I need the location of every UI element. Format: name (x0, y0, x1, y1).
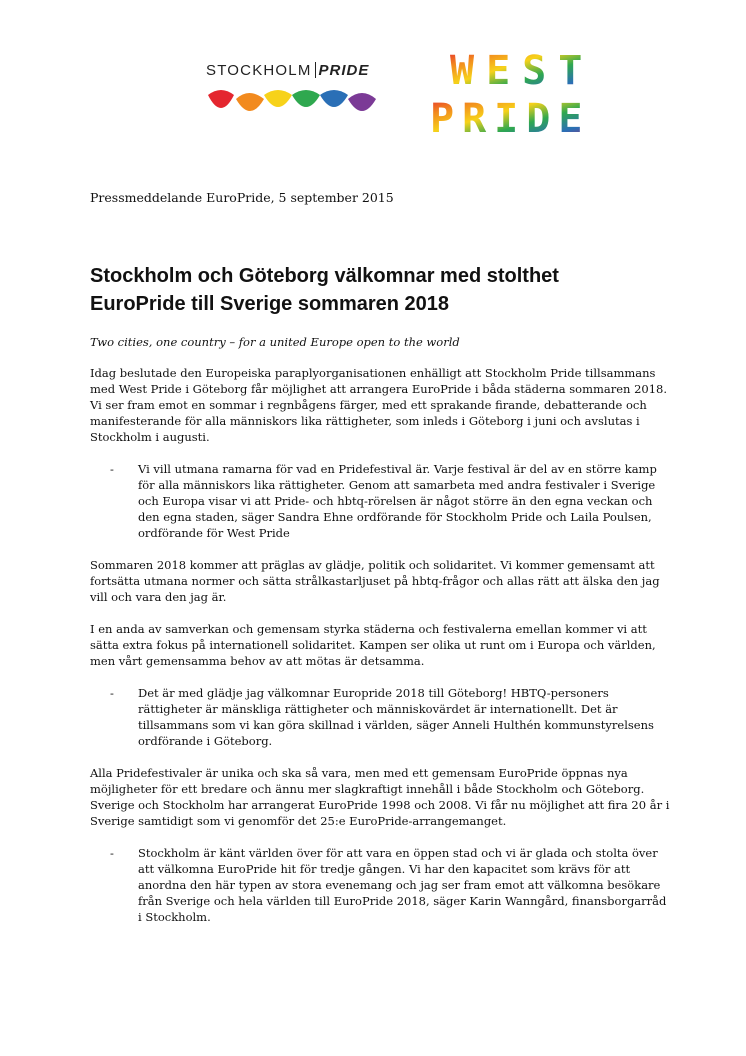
paragraph: Sommaren 2018 kommer att präglas av glädje, politik och solidaritet. Vi kommer gemensamt att fortsätta utmana normer och sätta strålkastarljuset på hbtq-frågor och allas rätt att älska den jag vill och vara den jag är. (90, 558, 660, 604)
quote-text: Stockholm är känt världen över för att vara en öppen stad och vi är glada och stolta över att välkomna EuroPride hit för tredje gången. Vi har den kapacitet som krävs för att anordna den här typen av stora evenemang och jag ser fram emot att välkomna besökare från Sverige och hela världen till EuroPride 2018, säger Karin Wanngård, finansborgarråd i Stockholm. (138, 846, 667, 924)
logos-header (0, 40, 746, 140)
quote-item (110, 845, 670, 925)
body-text (90, 365, 670, 941)
rainbow-arcs-icon (206, 85, 378, 123)
press-release-line: Pressmeddelande EuroPride, 5 september 2015 (90, 190, 394, 205)
stockholm-word: STOCKHOLM (206, 62, 312, 79)
paragraph: I en anda av samverkan och gemensam styrka städerna och festivalerna emellan kommer vi att sätta extra fokus på internationell solidaritet. Kampen ser olika ut runt om i Europa och världen, men vårt gemensamma behov av att mötas är detsamma. (90, 622, 656, 668)
quote-item (110, 461, 670, 541)
paragraph: Alla Pridefestivaler är unika och ska så vara, men med ett gemensam EuroPride öppnas nya möjligheter för ett bredare och ännu mer slagkraftigt innehåll i både Stockholm och Göteborg. Sverige och Stockholm har arrangerat EuroPride 1998 och 2008. Vi får nu möjlighet att fira 20 år i Sverige samtidigt som vi genomför det 25:e EuroPride-arrangemanget. (90, 766, 670, 828)
page-title (90, 262, 670, 318)
dash-bullet: - (110, 846, 114, 860)
stockholm-pride-logo (206, 62, 386, 123)
quote-item (110, 685, 670, 749)
west-pride-logo (428, 46, 628, 136)
title-line-2: EuroPride till Sverige sommaren 2018 (90, 293, 450, 315)
dash-bullet: - (110, 686, 114, 700)
dash-bullet: - (110, 462, 114, 476)
west-word: WEST (450, 48, 595, 94)
title-line-1: Stockholm och Göteborg välkomnar med stolthet (90, 265, 559, 287)
pride-word: PRIDE (318, 62, 370, 79)
quote-text: Vi vill utmana ramarna för vad en Pridefestival är. Varje festival är del av en större kamp för alla människors lika rättigheter. Genom att samarbeta med andra festivaler i Sverige och Europa visar vi att Pride- och hbtq-rörelsen är något större än den egna veckan och den egna staden, säger Sandra Ehne ordförande för Stockholm Pride och Laila Poulsen, ordförande för West Pride (138, 462, 657, 540)
paragraph: Idag beslutade den Europeiska paraplyorganisationen enhälligt att Stockholm Pride tillsammans med West Pride i Göteborg får möjlighet att arrangera EuroPride i båda städerna sommaren 2018. Vi ser fram emot en sommar i regnbågens färger, med ett sprakande firande, debatterande och manifesterande för alla människors lika rättigheter, som inleds i Göteborg i juni och avslutas i Stockholm i augusti. (90, 366, 668, 444)
subtitle: Two cities, one country – for a united Europe open to the world (90, 335, 460, 349)
west-pride-word: PRIDE (430, 96, 591, 136)
quote-text: Det är med glädje jag välkomnar Europride 2018 till Göteborg! HBTQ-personers rättigheter är mänskliga rättigheter och människovärdet är internationellt. Det är tillsammans som vi kan göra skillnad i världen, säger Anneli Hulthén kommunstyrelsens ordförande i Göteborg. (138, 686, 654, 748)
